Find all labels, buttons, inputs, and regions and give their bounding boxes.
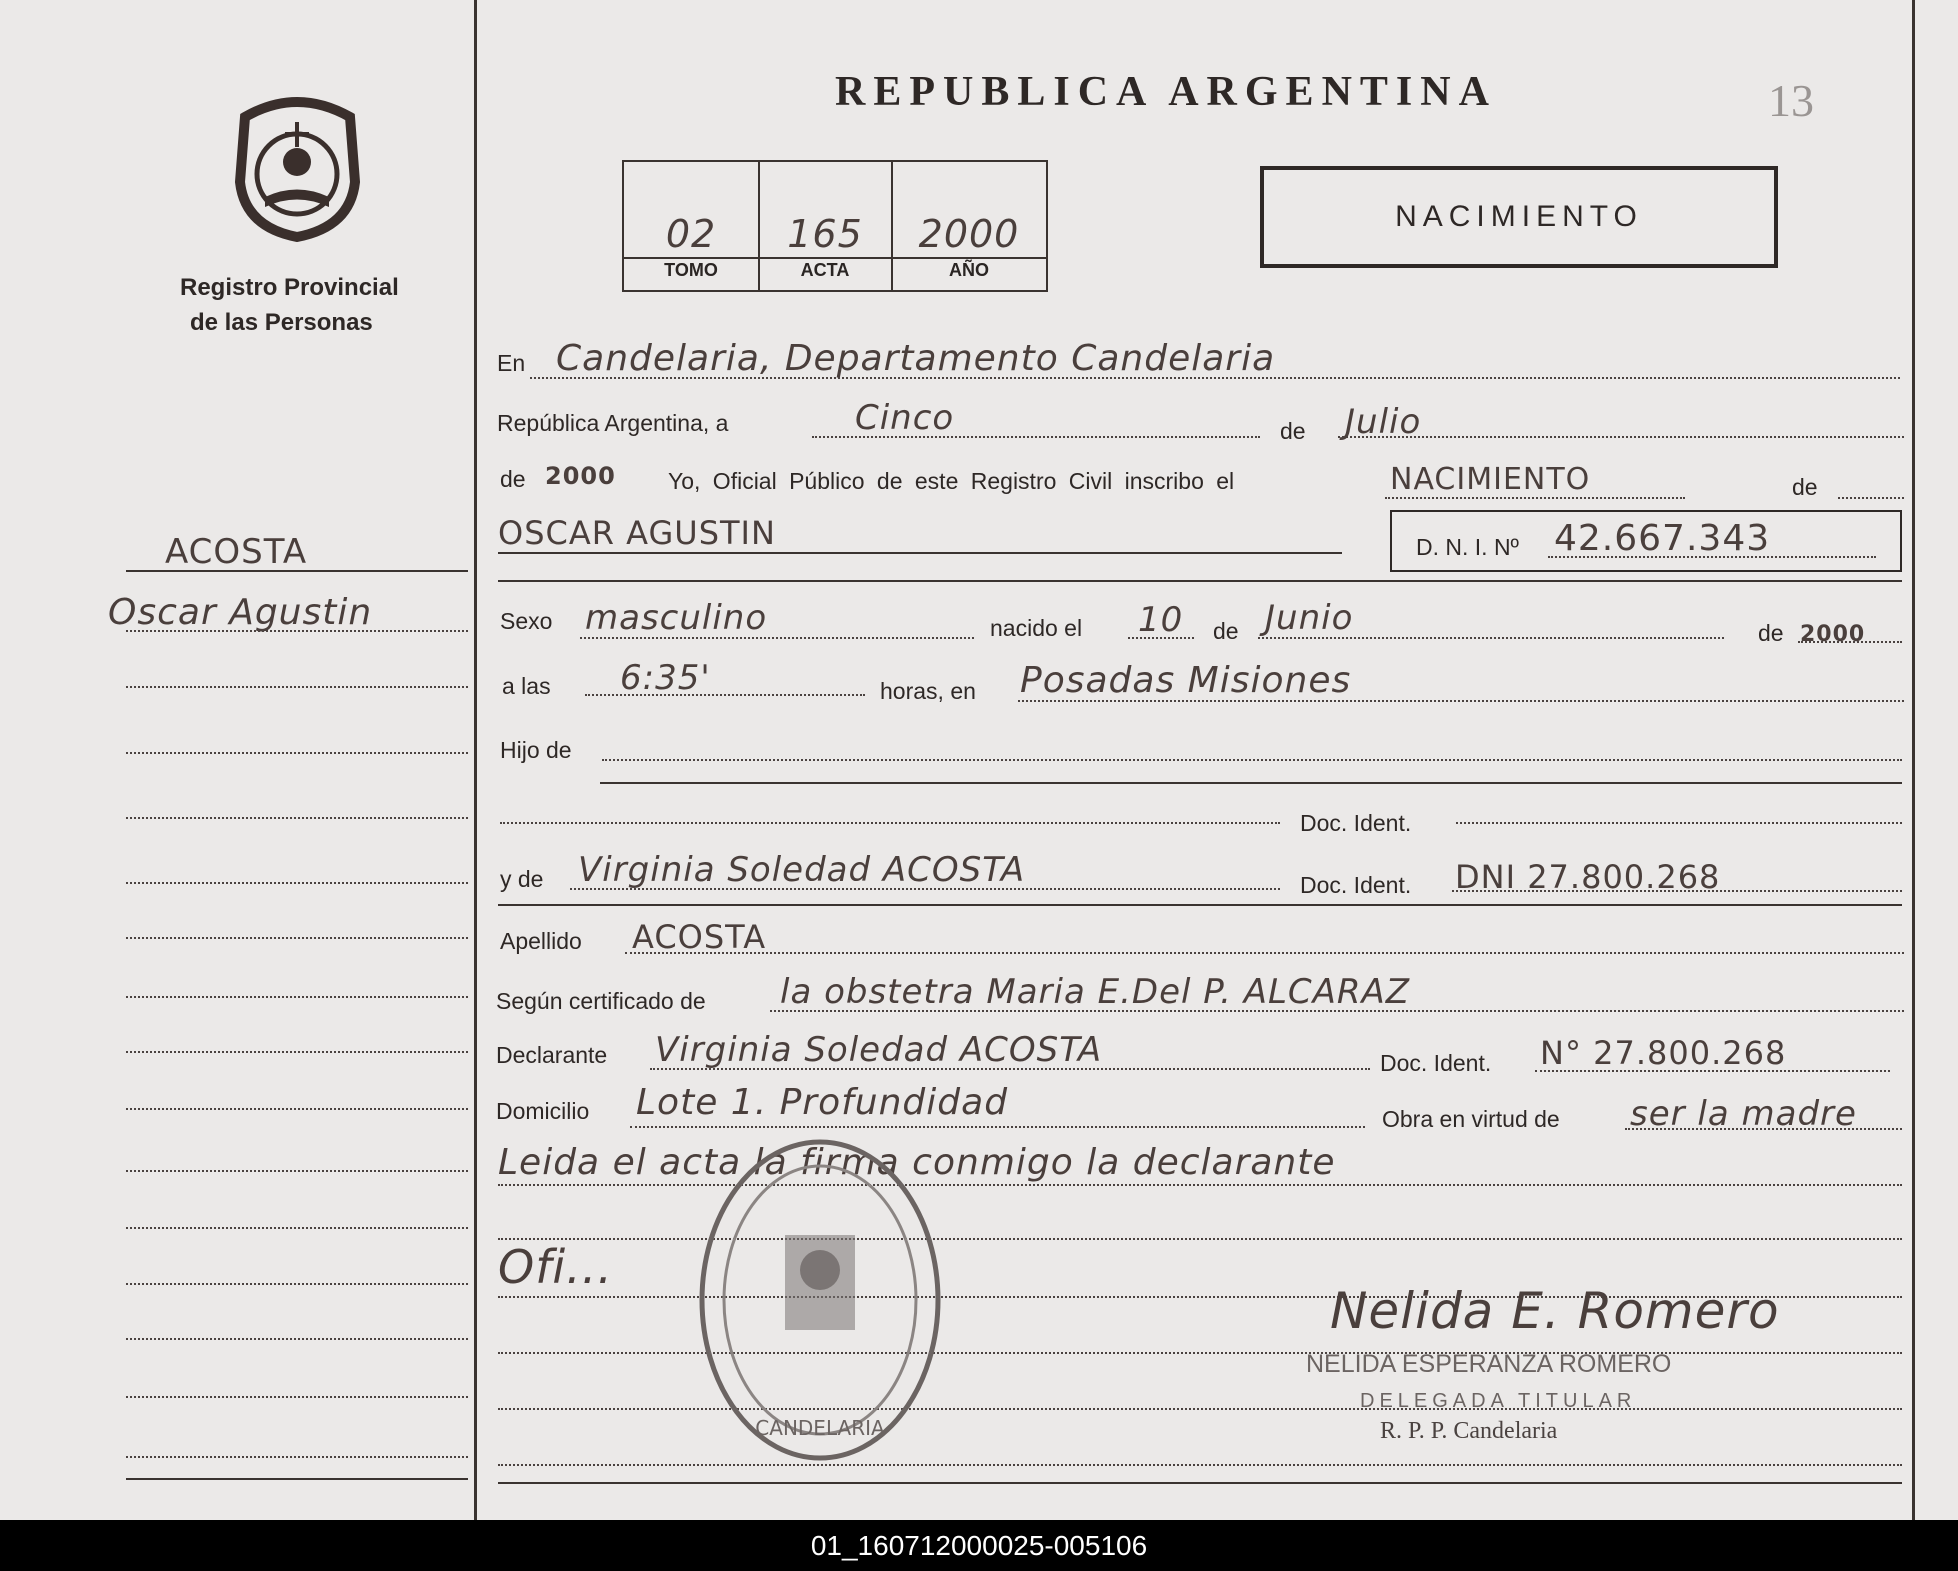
domicilio-line xyxy=(630,1126,1365,1128)
page-number: 13 xyxy=(1768,75,1814,126)
father-line xyxy=(500,822,1280,824)
page-title: REPUBLICA ARGENTINA xyxy=(835,69,1497,115)
dni-label: D. N. I. Nº xyxy=(1416,534,1519,560)
margin-line xyxy=(126,1396,468,1398)
republica-label: República Argentina, a xyxy=(497,410,729,436)
tomo-value: 02 xyxy=(665,212,717,256)
anio-label: AÑO xyxy=(949,260,989,280)
image-id-footer: 01_160712000025-005106 xyxy=(0,1520,1958,1571)
margin-line xyxy=(126,1108,468,1110)
registry-sidebar xyxy=(0,0,476,1520)
birth-time-line xyxy=(585,694,865,696)
tomo-cell xyxy=(624,162,760,290)
child-name-value: OSCAR AGUSTIN xyxy=(498,514,776,552)
birth-month-value: Junio xyxy=(1265,598,1354,638)
tomo-label: TOMO xyxy=(664,260,718,280)
certificate-value: la obstetra Maria E.Del P. ALCARAZ xyxy=(780,972,1411,1012)
official-role: DELEGADA TITULAR xyxy=(1360,1390,1637,1412)
hijo-label: Hijo de xyxy=(500,737,572,763)
birth-day-value: 10 xyxy=(1138,600,1184,640)
sexo-value: masculino xyxy=(585,598,768,638)
birth-place-value: Posadas Misiones xyxy=(1020,660,1352,701)
closing-note: Leida el acta la firma conmigo la declarante xyxy=(498,1142,1336,1183)
month-value: Julio xyxy=(1345,402,1422,442)
row-separator xyxy=(498,904,1902,906)
record-type: NACIMIENTO xyxy=(1395,200,1643,233)
obra-label: Obra en virtud de xyxy=(1382,1106,1560,1132)
stamp-text: CANDELARIA xyxy=(755,1416,885,1440)
declarante-doc-line xyxy=(1535,1070,1890,1072)
de-label: de xyxy=(1280,418,1306,444)
acta-label: ACTA xyxy=(800,260,850,280)
birth-time-value: 6:35' xyxy=(620,658,711,698)
inscription-value: NACIMIENTO xyxy=(1390,462,1591,497)
margin-line xyxy=(126,817,468,819)
record-type-box xyxy=(1260,166,1778,268)
de2-label: de xyxy=(1792,474,1818,500)
margin-line xyxy=(126,1338,468,1340)
declarante-value: Virginia Soledad ACOSTA xyxy=(655,1030,1103,1070)
de2-line xyxy=(1838,497,1904,499)
registry-name-line2: de las Personas xyxy=(190,309,373,336)
a-las-label: a las xyxy=(502,673,551,699)
dni-value: 42.667.343 xyxy=(1554,518,1771,559)
day-line xyxy=(812,436,1260,438)
inscription-line xyxy=(1385,497,1685,499)
sidebar-divider xyxy=(474,0,477,1520)
year-value: 2000 xyxy=(545,462,616,490)
margin-bottom-line xyxy=(126,1478,468,1480)
acta-cell xyxy=(759,162,893,290)
row-separator xyxy=(498,580,1902,582)
mother-name-line xyxy=(570,888,1280,890)
nacido-label: nacido el xyxy=(990,615,1083,641)
hijo-line xyxy=(602,759,1902,761)
sexo-line xyxy=(580,637,974,639)
margin-line xyxy=(126,686,468,688)
de-year-label: de xyxy=(500,466,526,492)
sexo-label: Sexo xyxy=(500,608,553,634)
y-de-label: y de xyxy=(500,866,544,892)
margin-line xyxy=(126,1227,468,1229)
obra-line xyxy=(1625,1128,1902,1130)
apellido-label: Apellido xyxy=(500,928,582,954)
de4-label: de xyxy=(1758,620,1784,646)
margin-surname-line xyxy=(126,570,468,572)
child-name-line xyxy=(498,552,1342,554)
anio-value: 2000 xyxy=(918,212,1020,256)
yo-text: Yo, Oficial Público de este Registro Civil inscribo el xyxy=(668,468,1235,494)
dni-line xyxy=(1548,556,1876,558)
mother-name-value: Virginia Soledad ACOSTA xyxy=(578,850,1026,890)
declarante-doc-label: Doc. Ident. xyxy=(1380,1050,1492,1076)
margin-surname: ACOSTA xyxy=(165,532,308,572)
official-signature: Nelida E. Romero xyxy=(1330,1282,1780,1340)
row-separator xyxy=(600,782,1902,784)
official-name: NELIDA ESPERANZA ROMERO xyxy=(1306,1350,1672,1378)
margin-line xyxy=(126,996,468,998)
mother-doc-label: Doc. Ident. xyxy=(1300,872,1412,898)
day-words-value: Cinco xyxy=(855,398,955,438)
margin-line xyxy=(126,752,468,754)
official-office: R. P. P. Candelaria xyxy=(1380,1418,1558,1444)
en-label: En xyxy=(497,350,526,376)
margin-line xyxy=(126,1456,468,1458)
father-doc-line xyxy=(1456,822,1902,824)
place-value: Candelaria, Departamento Candelaria xyxy=(556,338,1276,379)
declarante-line xyxy=(650,1068,1370,1070)
mother-doc-line xyxy=(1452,890,1902,892)
segun-label: Según certificado de xyxy=(496,988,706,1014)
dni-box xyxy=(1390,510,1902,572)
margin-line xyxy=(126,1051,468,1053)
birth-month-line xyxy=(1258,637,1724,639)
place-line xyxy=(530,377,1900,379)
horas-label: horas, en xyxy=(880,678,976,704)
reference-box xyxy=(622,160,1048,292)
mother-doc-value: DNI 27.800.268 xyxy=(1455,858,1721,896)
apellido-line xyxy=(625,952,1904,954)
acta-value: 165 xyxy=(787,212,863,256)
right-margin-rule xyxy=(1912,0,1915,1520)
anio-cell xyxy=(892,162,1046,290)
margin-line xyxy=(126,937,468,939)
margin-line xyxy=(126,630,468,632)
certificate-line xyxy=(770,1010,1904,1012)
birth-place-line xyxy=(1018,700,1904,702)
margin-line xyxy=(126,1283,468,1285)
month-line xyxy=(1338,436,1904,438)
domicilio-label: Domicilio xyxy=(496,1098,590,1124)
margin-line xyxy=(126,1170,468,1172)
apellido-value: ACOSTA xyxy=(632,918,767,956)
margin-line xyxy=(126,882,468,884)
father-doc-label: Doc. Ident. xyxy=(1300,810,1412,836)
domicilio-value: Lote 1. Profundidad xyxy=(636,1082,1009,1123)
declarante-doc-value: N° 27.800.268 xyxy=(1540,1034,1787,1072)
birth-year-value: 2000 xyxy=(1800,622,1866,647)
declarante-label: Declarante xyxy=(496,1042,608,1068)
registry-name-line1: Registro Provincial xyxy=(180,274,399,301)
misiones-seal-icon xyxy=(225,92,370,242)
margin-given-names: Oscar Agustin xyxy=(108,592,373,633)
obra-value: ser la madre xyxy=(1630,1094,1857,1134)
official-stamp-icon xyxy=(690,1130,950,1470)
birth-day-line xyxy=(1128,637,1194,639)
de3-label: de xyxy=(1213,618,1239,644)
bottom-rule xyxy=(498,1482,1902,1484)
declarant-signature: Ofi... xyxy=(498,1240,614,1294)
birth-year-line xyxy=(1798,641,1902,643)
